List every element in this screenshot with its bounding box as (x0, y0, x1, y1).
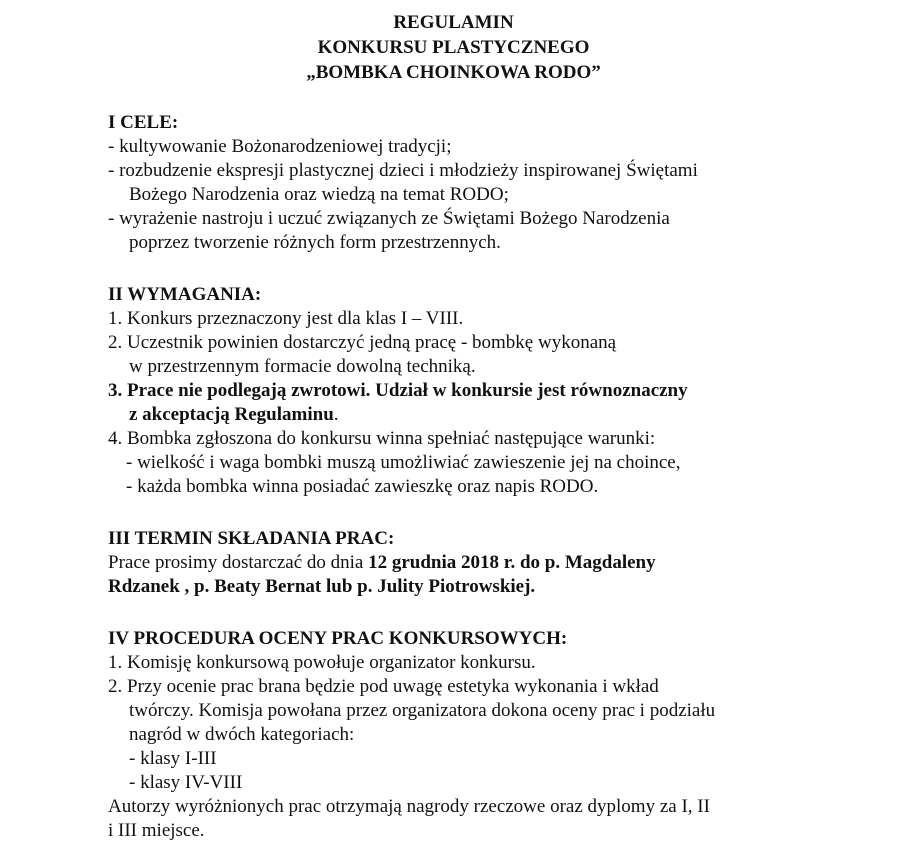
sub-list-item: - każda bombka winna posiadać zawieszkę oraz napis RODO. (126, 476, 599, 497)
document-title (0, 10, 907, 85)
list-item-continuation: nagród w dwóch kategoriach: (129, 724, 355, 745)
title-line-3: „BOMBKA CHOINKOWA RODO” (306, 62, 601, 83)
bold-text: z akceptacją Regulaminu (129, 404, 334, 425)
deadline-contacts: Rdzanek , p. Beaty Bernat lub p. Julity Piotrowskiej. (108, 576, 536, 597)
deadline-line (108, 551, 656, 575)
list-item-continuation: Bożego Narodzenia oraz wiedzą na temat RODO; (129, 184, 509, 205)
list-item-bold-continuation (129, 403, 339, 427)
section-heading-cele: I CELE: (108, 112, 179, 133)
list-item-bold: 3. Prace nie podlegają zwrotowi. Udział w konkursie jest równoznaczny (108, 380, 688, 401)
section-heading-termin: III TERMIN SKŁADANIA PRAC: (108, 528, 395, 549)
list-item: 1. Komisję konkursową powołuje organizator konkursu. (108, 652, 536, 673)
deadline-bold: 12 grudnia 2018 r. do p. Magdaleny (368, 552, 656, 573)
sub-list-item: - klasy I-III (129, 748, 217, 769)
sub-list-item: - klasy IV-VIII (129, 772, 243, 793)
list-item-continuation: poprzez tworzenie różnych form przestrzennych. (129, 232, 501, 253)
list-item: 2. Uczestnik powinien dostarczyć jedną pracę - bombkę wykonaną (108, 332, 617, 353)
list-item: - wyrażenie nastroju i uczuć związanych ze Świętami Bożego Narodzenia (108, 208, 670, 229)
list-item: - rozbudzenie ekspresji plastycznej dzieci i młodzieży inspirowanej Świętami (108, 160, 698, 181)
list-item: 4. Bombka zgłoszona do konkursu winna spełniać następujące warunki: (108, 428, 656, 449)
period-text: . (333, 404, 339, 425)
title-line-2: KONKURSU PLASTYCZNEGO (317, 37, 590, 58)
closing-text: i III miejsce. (108, 820, 205, 841)
sub-list-item: - wielkość i waga bombki muszą umożliwiać zawieszenie jej na choince, (126, 452, 681, 473)
section-heading-procedura: IV PROCEDURA OCENY PRAC KONKURSOWYCH: (108, 628, 568, 649)
deadline-intro: Prace prosimy dostarczać do dnia (108, 552, 369, 573)
closing-text: Autorzy wyróżnionych prac otrzymają nagrody rzeczowe oraz dyplomy za I, II (108, 796, 710, 817)
title-line-1: REGULAMIN (393, 12, 514, 33)
list-item-continuation: w przestrzennym formacie dowolną techniką. (129, 356, 476, 377)
list-item-continuation: twórczy. Komisja powołana przez organizatora dokona oceny prac i podziału (129, 700, 716, 721)
list-item: - kultywowanie Bożonarodzeniowej tradycji; (108, 136, 452, 157)
list-item: 1. Konkurs przeznaczony jest dla klas I – VIII. (108, 308, 464, 329)
list-item: 2. Przy ocenie prac brana będzie pod uwagę estetyka wykonania i wkład (108, 676, 659, 697)
section-heading-wymagania: II WYMAGANIA: (108, 284, 262, 305)
